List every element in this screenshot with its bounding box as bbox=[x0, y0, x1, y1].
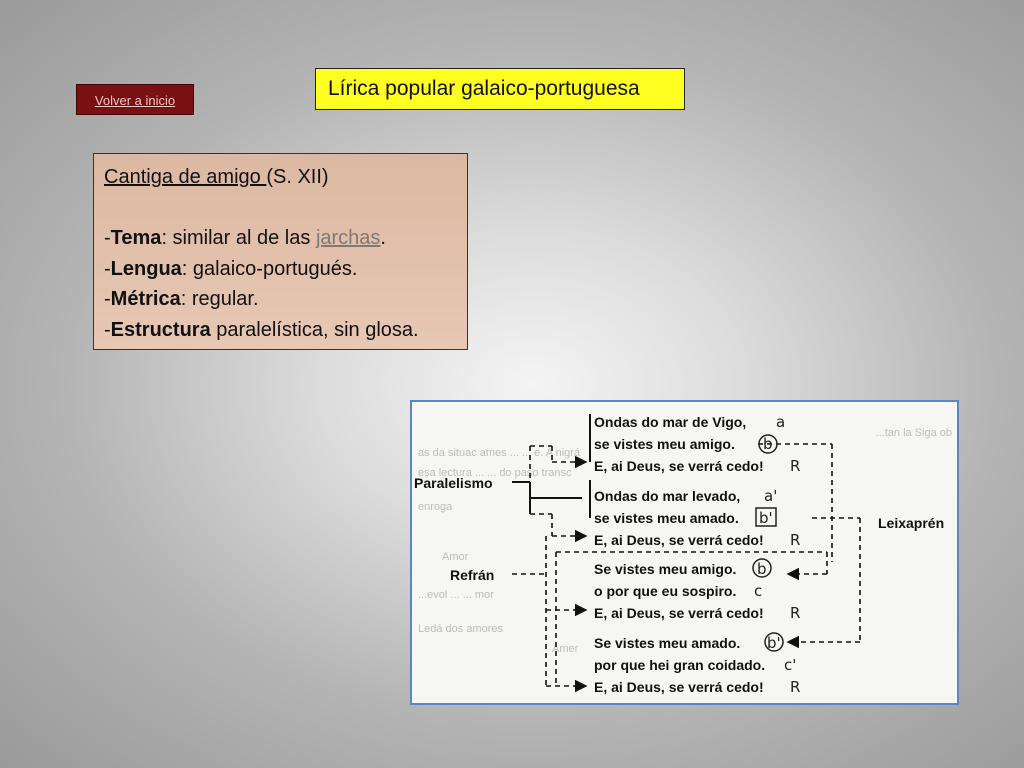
mark-a: a bbox=[776, 413, 786, 431]
item-text: : regular. bbox=[180, 288, 259, 310]
mark-b: b bbox=[763, 435, 773, 453]
mark-r: R bbox=[790, 457, 801, 475]
svg-text:...evol ... ... mor: ...evol ... ... mor bbox=[418, 589, 494, 601]
verse-line: E, ai Deus, se verrá cedo! bbox=[594, 532, 764, 548]
verse-line: E, ai Deus, se verrá cedo! bbox=[594, 605, 764, 621]
verse-line: Ondas do mar levado, bbox=[594, 488, 741, 504]
leixapren-label: Leixaprén bbox=[878, 515, 945, 531]
mark-b-prime: b' bbox=[759, 509, 773, 527]
svg-text:Amor: Amor bbox=[442, 551, 469, 563]
verse-line: se vistes meu amigo. bbox=[594, 436, 735, 452]
mark-b-prime: b' bbox=[767, 634, 781, 652]
item-prefix: - bbox=[104, 288, 111, 310]
svg-text:Amer: Amer bbox=[552, 643, 579, 655]
page-title: Lírica popular galaico-portuguesa bbox=[315, 68, 685, 110]
info-heading-underlined: Cantiga de amigo bbox=[104, 166, 267, 188]
verse-line: Se vistes meu amado. bbox=[594, 635, 741, 651]
verse-line: se vistes meu amado. bbox=[594, 510, 739, 526]
verse-line: Ondas do mar de Vigo, bbox=[594, 414, 747, 430]
svg-text:Ledá dos amores: Ledá dos amores bbox=[418, 623, 503, 635]
mark-c: c bbox=[754, 582, 763, 600]
mark-r: R bbox=[790, 604, 801, 622]
verse-line: o por que eu sospiro. bbox=[594, 583, 737, 599]
item-text: paralelística, sin glosa. bbox=[210, 318, 419, 341]
parallelism-diagram bbox=[410, 400, 959, 705]
mark-r: R bbox=[790, 678, 801, 696]
item-text: : similar al de las bbox=[161, 227, 316, 249]
mark-a-prime: a' bbox=[764, 487, 778, 505]
verse-line: E, ai Deus, se verrá cedo! bbox=[594, 679, 764, 695]
info-item-metrica bbox=[104, 284, 467, 315]
verse-lines bbox=[594, 414, 765, 695]
info-heading-rest: (S. XII) bbox=[266, 166, 329, 188]
item-prefix: - bbox=[104, 257, 111, 280]
refran-label: Refrán bbox=[450, 567, 495, 583]
info-heading bbox=[104, 162, 467, 193]
item-prefix: - bbox=[104, 318, 111, 341]
mark-b: b bbox=[757, 560, 767, 578]
info-item-lengua bbox=[104, 254, 467, 285]
info-item-tema bbox=[104, 223, 467, 254]
item-term: Tema bbox=[110, 227, 162, 249]
info-box bbox=[93, 153, 468, 350]
svg-text:esa lectura ... ... do paso t: esa lectura ... ... do paso transc bbox=[418, 467, 572, 479]
info-item-estructura bbox=[104, 315, 467, 346]
mark-r: R bbox=[790, 531, 801, 549]
item-text: : galaico-portugués. bbox=[181, 257, 358, 280]
svg-text:enroga: enroga bbox=[418, 501, 453, 513]
diagram-svg bbox=[412, 402, 957, 703]
item-term: Lengua bbox=[110, 257, 182, 280]
back-to-start-button[interactable]: Volver a inicio bbox=[76, 84, 194, 115]
verse-line: por que hei gran coidado. bbox=[594, 657, 766, 673]
verse-line: E, ai Deus, se verrá cedo! bbox=[594, 458, 764, 474]
mark-c-prime: c' bbox=[784, 656, 797, 674]
jarchas-link[interactable]: jarchas bbox=[315, 227, 381, 249]
info-spacer bbox=[104, 193, 467, 224]
item-term: Métrica bbox=[110, 288, 181, 310]
svg-text:as da situac ames ... ... e.: as da situac ames ... ... e. A nigrá bbox=[418, 447, 581, 459]
rhyme-marks bbox=[753, 413, 800, 696]
verse-line: Se vistes meu amigo. bbox=[594, 561, 737, 577]
paralelismo-label: Paralelismo bbox=[414, 475, 493, 491]
item-text-end: . bbox=[380, 227, 386, 249]
item-prefix: - bbox=[104, 227, 111, 249]
paralelismo-connector bbox=[512, 414, 590, 518]
item-term: Estructura bbox=[110, 318, 211, 341]
svg-text:...tan la Siga ob: ...tan la Siga ob bbox=[875, 427, 952, 439]
